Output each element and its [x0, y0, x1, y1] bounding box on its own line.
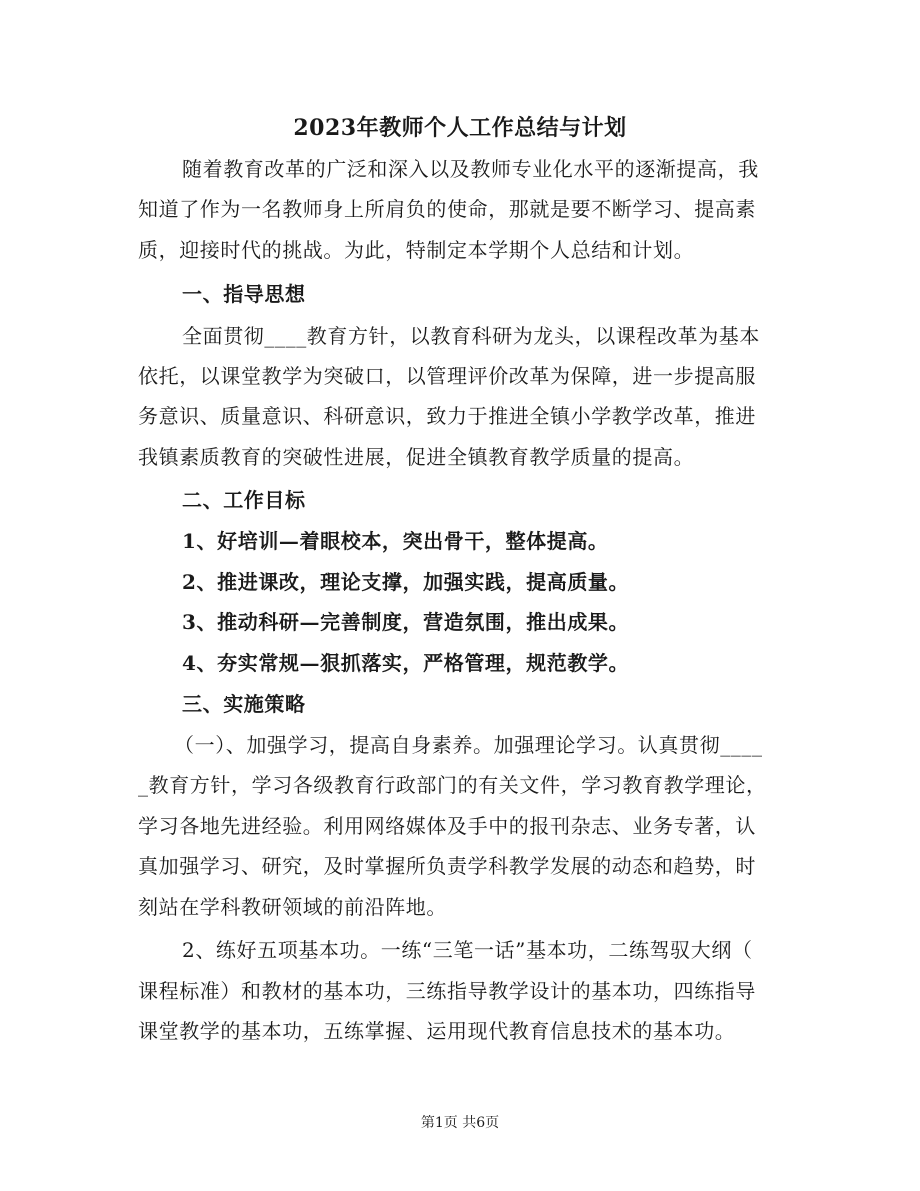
body-line: 课程标准）和教材的基本功，三练指导教学设计的基本功，四练指导 [138, 979, 756, 1003]
body-line: 随着教育改革的广泛和深入以及教师专业化水平的逐渐提高，我 [182, 157, 759, 181]
body-line: 全面贯彻____教育方针，以教育科研为龙头，以课程改革为基本 [182, 324, 760, 348]
goal-item: 2、推进课改，理论支撑，加强实践，提高质量。 [182, 570, 630, 594]
goal-item: 3、推动科研—完善制度，营造氛围，推出成果。 [182, 610, 630, 634]
page-footer: 第1页 共6页 [420, 1115, 500, 1131]
body-line: （一）、加强学习，提高自身素养。加强理论学习。认真贯彻____ [174, 733, 763, 757]
body-line: 真加强学习、研究，及时掌握所负责学科教学发展的动态和趋势，时 [138, 854, 756, 878]
body-line: 刻站在学科教研领域的前沿阵地。 [138, 895, 447, 919]
body-line: 我镇素质教育的突破性进展，促进全镇教育教学质量的提高。 [138, 445, 695, 469]
body-line: 2、练好五项基本功。一练“三笔一话”基本功，二练驾驭大纲（ [182, 938, 753, 962]
section-heading: 一、指导思想 [182, 282, 306, 306]
body-line: 务意识、质量意识、科研意识，致力于推进全镇小学教学改革，推进 [138, 404, 756, 428]
document-title: 2023年教师个人工作总结与计划 [293, 115, 627, 141]
section-heading: 三、实施策略 [182, 692, 306, 716]
goal-item: 4、夯实常规—狠抓落实，严格管理，规范教学。 [182, 651, 630, 675]
body-line: 学习各地先进经验。利用网络媒体及手中的报刊杂志、业务专著，认 [138, 814, 756, 838]
body-line: _教育方针，学习各级教育行政部门的有关文件，学习教育教学理论， [138, 773, 767, 797]
body-line: 依托，以课堂教学为突破口，以管理评价改革为保障，进一步提高服 [138, 364, 756, 388]
goal-item: 1、好培训—着眼校本，突出骨干，整体提高。 [182, 529, 609, 553]
body-line: 课堂教学的基本功，五练掌握、运用现代教育信息技术的基本功。 [138, 1019, 736, 1043]
body-line: 知道了作为一名教师身上所肩负的使命，那就是要不断学习、提高素 [138, 197, 756, 221]
body-line: 质，迎接时代的挑战。为此，特制定本学期个人总结和计划。 [138, 238, 695, 262]
section-heading: 二、工作目标 [182, 488, 306, 512]
